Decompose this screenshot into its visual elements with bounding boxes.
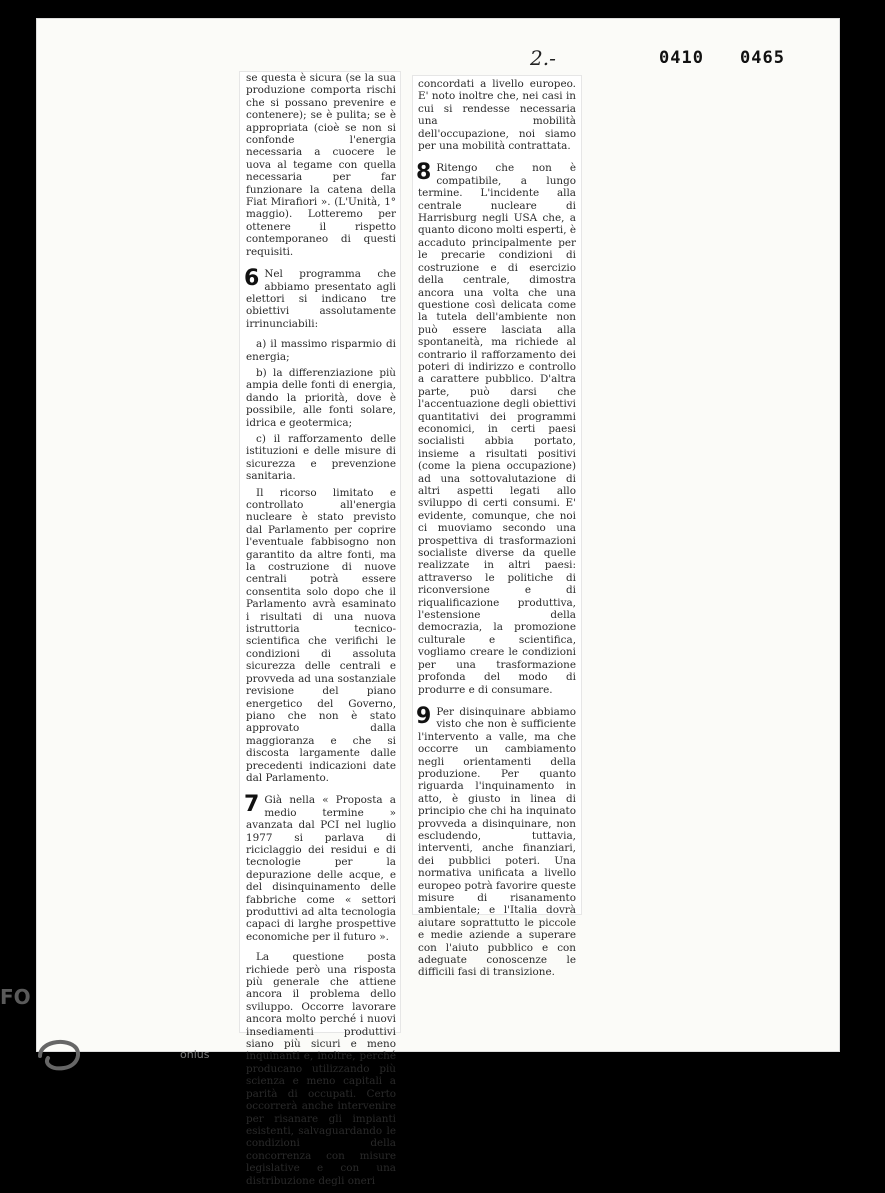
section-6-item-a: a) il massimo risparmio di energia; bbox=[246, 338, 396, 363]
right-intro-paragraph: concordati a livello europeo. E' noto inoltre che, nei casi in cui si rendesse necessaria una mobilità dell'occupazione, noi siamo per una mobilità contrattata. bbox=[418, 78, 576, 153]
archive-number-1: 0410 bbox=[659, 48, 704, 68]
section-7 bbox=[246, 794, 396, 943]
logo-swirl-icon bbox=[34, 1036, 90, 1072]
section-9 bbox=[416, 703, 576, 979]
handwritten-mark: 2.- bbox=[530, 46, 556, 70]
section-8-paragraph-1: Ritengo che non è compatibile, a lungo termine. L'incidente alla centrale nucleare di Harrisburg negli USA che, a quanto dicono molti esperti, è accaduto principalmente per le precarie condizioni di costruzione e di esercizio della centrale, dimostra ancora una volta che una questione così delicata come la tutela dell'ambiente non può essere lasciata alla spontaneità, ma richiede al contrario il rafforzamento dei poteri di indirizzo e controllo a carattere pubblico. D'altra parte, può darsi che l'accentuazione degli obiettivi quantitativi dei programmi economici, in certi paesi socialisti abbia portato, insieme a risultati positivi (come la piena occupazione) ad una sottovalutazione di altri aspetti legati allo sviluppo di certi consumi. E' evidente, comunque, che noi ci muoviamo secondo una prospettiva di trasformazioni socialiste diverse da quelle realizzate in altri paesi: attraverso le politiche di riconversione e di riqualificazione produttiva, l'estensione della democrazia, la promozione culturale e scientifica, vogliamo creare le condizioni per una trasformazione profonda del modo di produrre e di consumare. bbox=[418, 162, 577, 696]
section-6 bbox=[246, 268, 396, 330]
section-number-7: 7 bbox=[244, 792, 260, 818]
section-7-paragraph-1: Già nella « Proposta a medio termine » avanzata dal PCI nel luglio 1977 si parlava di riciclaggio dei residui e di tecnologie per la depurazione delle acque, e del disinquinamento delle fabbriche come « settori produttivi ad alta tecnologia capaci di larghe prospettive economiche per il futuro ». bbox=[246, 794, 396, 943]
section-6-paragraph-1: Nel programma che abbiamo presentato agli elettori si indicano tre obiettivi assolutamente irrinunciabili: bbox=[246, 268, 396, 330]
section-8 bbox=[418, 162, 576, 695]
archive-logo: FO bbox=[0, 985, 31, 1009]
archive-number-2: 0465 bbox=[740, 48, 785, 68]
section-number-9: 9 bbox=[416, 703, 432, 729]
right-text-column bbox=[418, 78, 576, 987]
section-6-item-c: c) il rafforzamento delle istituzioni e delle misure di sicurezza e prevenzione sanitaria. bbox=[246, 432, 396, 483]
section-number-8: 8 bbox=[416, 160, 432, 186]
left-intro-paragraph: se questa è sicura (se la sua produzione comporta rischi che si possano prevenire e contenere); se è pulita; se è appropriata (cioè se non si confonde l'energia necessaria a cuocere le uova al tegame con quella necessaria per far funzionare la catena della Fiat Mirafiori ». (L'Unità, 1° maggio). Lotteremo per ottenere il rispetto contemporaneo di questi requisiti. bbox=[246, 72, 396, 258]
section-6-paragraph-2: Il ricorso limitato e controllato all'energia nucleare è stato previsto dal Parlamento per coprire l'eventuale fabbisogno non garantito da altre fonti, ma la costruzione di nuove centrali potrà essere consentita solo dopo che il Parlamento avrà esaminato i risultati di una nuova istruttoria tecnico-scientifica che verifichi le condizioni di assoluta sicurezza delle centrali e provveda ad una sostanziale revisione del piano energetico del Governo, piano che non è stato approvato dalla maggioranza e che si discosta largamente dalle precedenti indicazioni date dal Parlamento. bbox=[246, 486, 396, 784]
section-6-item-b: b) la differenziazione più ampia delle fonti di energia, dando la priorità, dove è possibile, alle fonti solare, idrica e geotermica; bbox=[246, 366, 396, 429]
onlus-label: onlus bbox=[180, 1048, 210, 1061]
section-number-6: 6 bbox=[244, 266, 260, 292]
section-9-paragraph-1: Per disinquinare abbiamo visto che non è sufficiente l'intervento a valle, ma che occorre un cambiamento negli orientamenti della produzione. Per quanto riguarda l'inquinamento in atto, è giusto in linea di principio che chi ha inquinato provveda a disinquinare, non escludendo, tuttavia, interventi, anche finanziari, dei pubblici poteri. Una normativa unificata a livello europeo potrà favorire queste misure di risanamento ambientale; e l'Italia dovrà aiutare soprattutto le piccole e medie aziende a superare con l'aiuto pubblico e con adeguate conoscenze le difficili fasi di transizione. bbox=[418, 705, 576, 979]
left-text-column bbox=[246, 72, 396, 1193]
section-7-paragraph-2: La questione posta richiede però una risposta più generale che attiene ancora il problema dello sviluppo. Occorre lavorare ancora molto perché i nuovi insediamenti produttivi siano più sicuri e meno inquinanti e, inoltre, perché producano utilizzando più scienza e meno capitali a parità di occupati. Certo occorrerà anche intervenire per risanare gli impianti esistenti, salvaguardando le condizioni della concorrenza con misure legislative e con una distribuzione degli oneri bbox=[246, 951, 396, 1187]
